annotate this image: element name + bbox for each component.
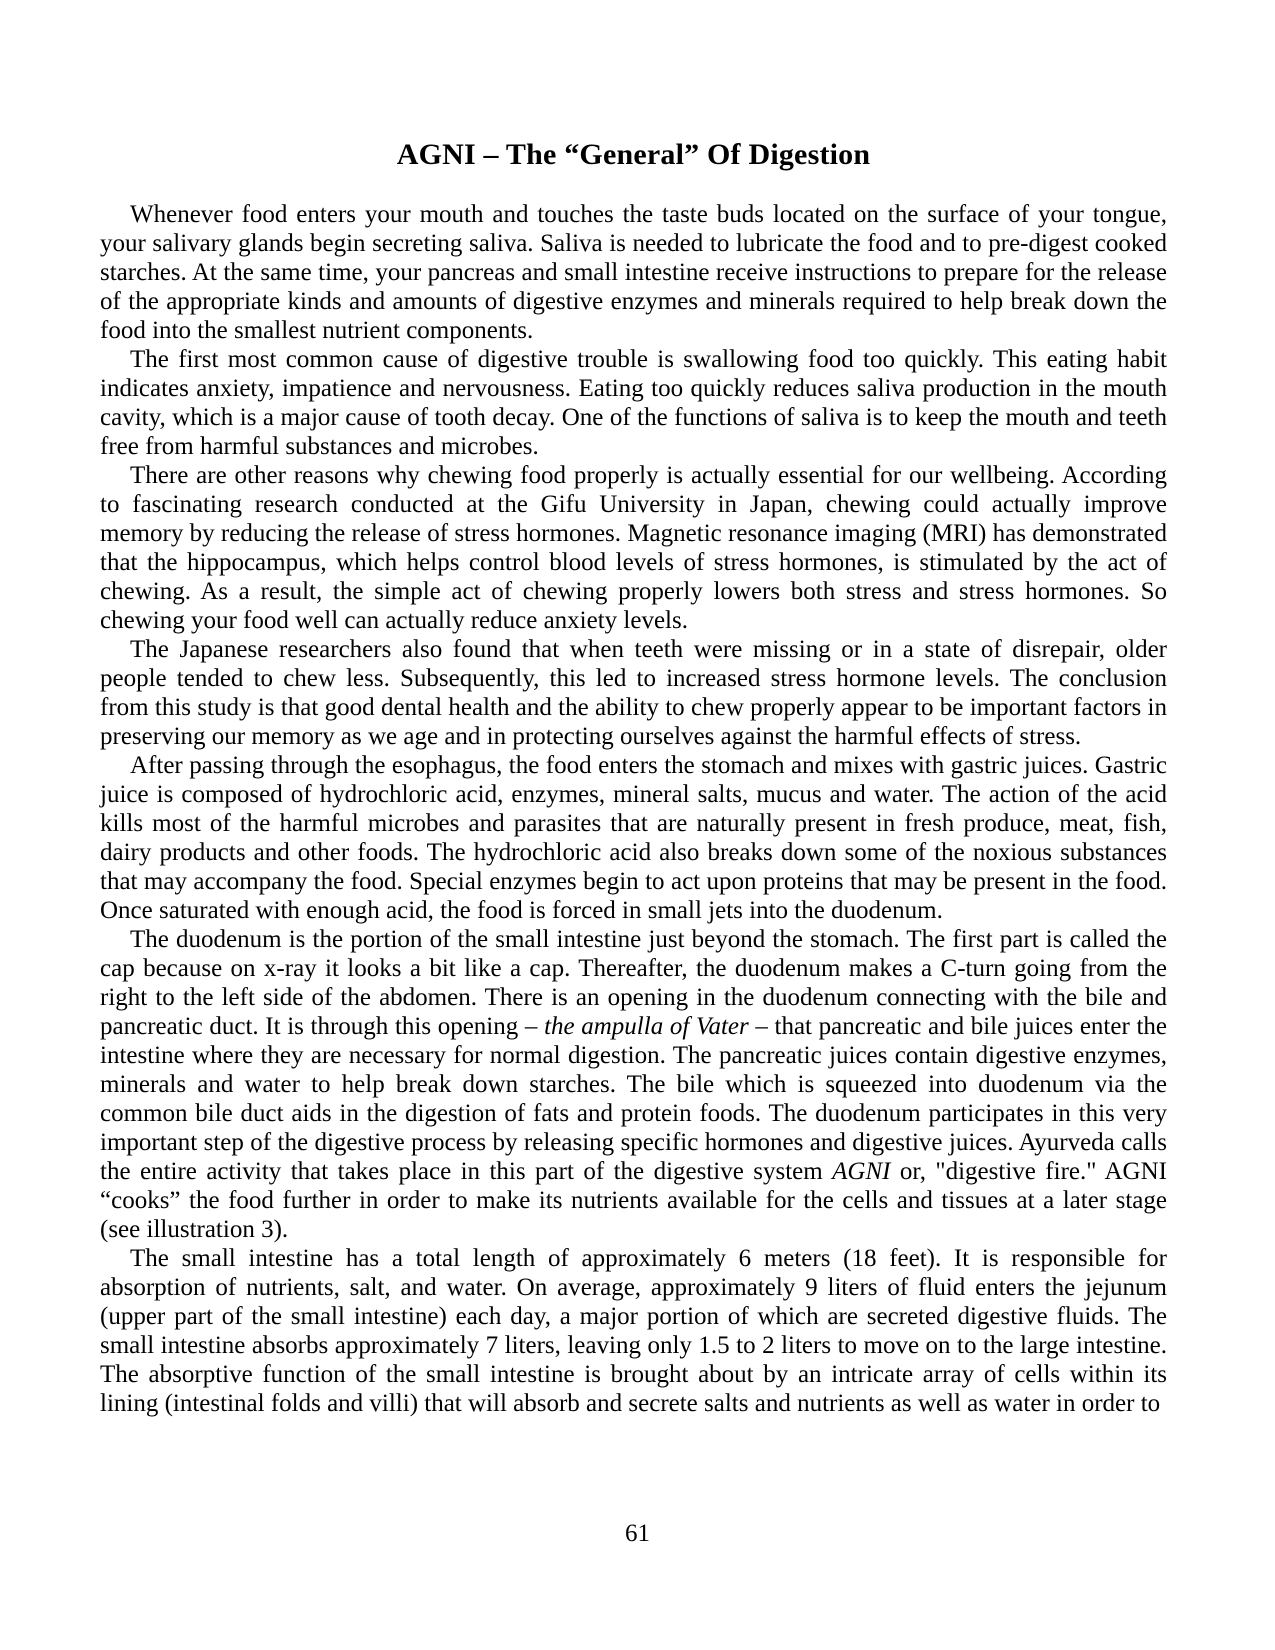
- paragraph-text: – that pancreatic and bile juices enter the intestine where they are necessary for normal digestion. The pancreatic juices contain digestive enzymes, minerals and water to help break down starches. The bile which is squeezed into duodenum via the common bile duct aids in the digestion of fats and protein foods. The duodenum participates in this very important step of the digestive process by releasing specific hormones and digestive juices. Ayurveda calls the entire activity that takes place in this part of the digestive system: [100, 1013, 1167, 1185]
- paragraph-text: There are other reasons why chewing food properly is actually essential for our wellbeing. According to fascinating research conducted at the Gifu University in Japan, chewing could actually improve memory by reducing the release of stress hormones. Magnetic resonance imaging (MRI) has demonstrated that the hippocampus, which helps control blood levels of stress hormones, is stimulated by the act of chewing. As a result, the simple act of chewing properly lowers both stress and stress hormones. So chewing your food well can actually reduce anxiety levels.: [100, 462, 1167, 634]
- paragraph-text: Whenever food enters your mouth and touches the taste buds located on the surface of your tongue, your salivary glands begin secreting saliva. Saliva is needed to lubricate the food and to pre-digest cooked starches. At the same time, your pancreas and small intestine receive instructions to prepare for the release of the appropriate kinds and amounts of digestive enzymes and minerals required to help break down the food into the smallest nutrient components.: [100, 201, 1167, 344]
- paragraph-text: The Japanese researchers also found that when teeth were missing or in a state of disrepair, older people tended to chew less. Subsequently, this led to increased stress hormone levels. The conclusion from this study is that good dental health and the ability to chew properly appear to be important factors in preserving our memory as we age and in protecting ourselves against the harmful effects of stress.: [100, 636, 1167, 750]
- paragraph-text: The duodenum is the portion of the small intestine just beyond the stomach. The first part is called the cap because on x-ray it looks a bit like a cap. Thereafter, the duodenum makes a C-turn going from the right to the left side of the abdomen. There is an opening in the duodenum connecting with the bile and pancreatic duct. It is through this opening –: [100, 926, 1167, 1040]
- paragraph: [100, 925, 1167, 1244]
- document-body: [100, 200, 1167, 1418]
- paragraph-text: After passing through the esophagus, the food enters the stomach and mixes with gastric juices. Gastric juice is composed of hydrochloric acid, enzymes, mineral salts, mucus and water. The action of the acid kills most of the harmful microbes and parasites that are naturally present in fresh produce, meat, fish, dairy products and other foods. The hydrochloric acid also breaks down some of the noxious substances that may accompany the food. Special enzymes begin to act upon proteins that may be present in the food. Once saturated with enough acid, the food is forced in small jets into the duodenum.: [100, 752, 1167, 924]
- paragraph-text-italic: the ampulla of Vater: [544, 1013, 749, 1040]
- paragraph-text: The first most common cause of digestive trouble is swallowing food too quickly. This eating habit indicates anxiety, impatience and nervousness. Eating too quickly reduces saliva production in the mouth cavity, which is a major cause of tooth decay. One of the functions of saliva is to keep the mouth and teeth free from harmful substances and microbes.: [100, 346, 1167, 460]
- paragraph: [100, 635, 1167, 751]
- paragraph: [100, 461, 1167, 635]
- paragraph: [100, 1244, 1167, 1418]
- paragraph-text: The small intestine has a total length of approximately 6 meters (18 feet). It is responsible for absorption of nutrients, salt, and water. On average, approximately 9 liters of fluid enters the jejunum (upper part of the small intestine) each day, a major portion of which are secreted digestive fluids. The small intestine absorbs approximately 7 liters, leaving only 1.5 to 2 liters to move on to the large intestine. The absorptive function of the small intestine is brought about by an intricate array of cells within its lining (intestinal folds and villi) that will absorb and secrete salts and nutrients as well as water in order to: [100, 1245, 1167, 1417]
- paragraph: [100, 200, 1167, 345]
- paragraph-text-italic: AGNI: [832, 1158, 891, 1185]
- paragraph-text: or, "digestive fire." AGNI “cooks” the food further in order to make its nutrients available for the cells and tissues at a later stage (see illustration 3).: [100, 1158, 1167, 1243]
- page-title: AGNI – The “General” Of Digestion: [396, 138, 871, 171]
- paragraph: [100, 751, 1167, 925]
- paragraph: [100, 345, 1167, 461]
- page-number: 61: [625, 1520, 650, 1547]
